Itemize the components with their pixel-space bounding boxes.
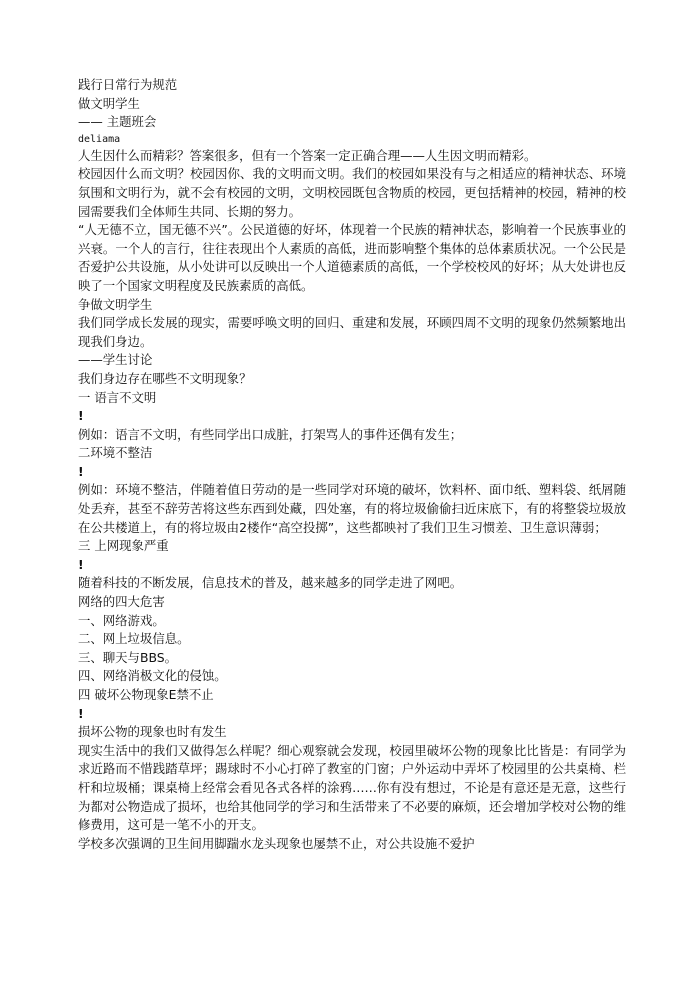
exclamation-mark: ! bbox=[78, 408, 84, 424]
list-item: 二、网上垃圾信息。 bbox=[78, 631, 190, 647]
theme-line: —— 主题班会 bbox=[78, 114, 157, 130]
item-heading-4: 四 破坏公物现象E禁不止 bbox=[78, 687, 214, 702]
paragraph-damage: 现实生活中的我们又做得怎么样呢？细心观察就会发现，校园里破坏公物的现象比比皆是：有同学为求近路而不惜践踏草坪；踢球时不小心打碎了教室的门窗；户外运动中弄坏了校园里的公共桌椅、栏杆和垃圾桶；课桌椅上经常会看见各式各样的涂鸦……你有没有想过，不论是有意还是无意，这些行为都对公物造成了损坏，也给其他同学的学习和生活带来了不必要的麻烦，还会增加学校对公物的维修费用，这可是一笔不小的开支。 bbox=[78, 742, 626, 833]
paragraph-campus: 校园因什么而文明？校园因你、我的文明而文明。我们的校园如果没有与之相适应的精神状态、环境氛围和文明行为，就不会有校园的文明，文明校园既包含物质的校园，更包括精神的校园，精神的校园需要我们全体师生共同、长期的努力。 bbox=[78, 166, 626, 219]
exclamation-mark: ! bbox=[78, 556, 84, 572]
paragraph-intro: 人生因什么而精彩？答案很多，但有一个答案一定正确合理——人生因文明而精彩。 bbox=[78, 147, 537, 163]
document-page bbox=[78, 76, 626, 853]
subtitle-line: 做文明学生 bbox=[78, 95, 140, 111]
author-line: deliama bbox=[78, 133, 121, 145]
subheading-damage: 损坏公物的现象也时有发生 bbox=[78, 724, 227, 740]
title-line: 践行日常行为规范 bbox=[78, 77, 178, 92]
list-item: 一、网络游戏。 bbox=[78, 612, 165, 628]
paragraph-reality: 我们同学成长发展的现实，需要呼唤文明的回归、重建和发展，环顾四周不文明的现象仍然频繁地出现我们身边。 bbox=[78, 315, 626, 349]
question-line: 我们身边存在哪些不文明现象？ bbox=[78, 370, 252, 386]
exclamation-mark: ! bbox=[78, 463, 84, 479]
list-item: 三、聊天与BBS。 bbox=[78, 649, 177, 665]
section-heading: 争做文明学生 bbox=[78, 296, 153, 312]
item-heading-2: 二环境不整洁 bbox=[78, 445, 153, 461]
discussion-line: ——学生讨论 bbox=[78, 352, 153, 368]
exclamation-mark: ! bbox=[78, 705, 84, 721]
paragraph-internet: 随着科技的不断发展，信息技术的普及，越来越多的同学走进了网吧。 bbox=[78, 575, 463, 591]
item-heading-3: 三 上网现象严重 bbox=[78, 538, 169, 554]
list-heading: 网络的四大危害 bbox=[78, 594, 165, 610]
paragraph-morality: “人无德不立，国无德不兴”。公民道德的好坏，体现着一个民族的精神状态，影响着一个民族事业的兴衰。一个人的言行，往往表现出个人素质的高低，进而影响整个集体的总体素质状况。一个公民是否爱护公共设施，从小处讲可以反映出一个人道德素质的高低，一个学校校风的好坏；从大处讲也反映了一个国家文明程度及民族素质的高低。 bbox=[78, 222, 626, 293]
example-1: 例如：语言不文明，有些同学出口成脏，打架骂人的事件还偶有发生； bbox=[78, 426, 463, 442]
example-2: 例如：环境不整洁，伴随着值日劳动的是一些同学对环境的破坏，饮料杯、面巾纸、塑料袋、纸屑随处丢弃，甚至不辞劳苦将这些东西到处藏，四处塞，有的将垃圾偷偷扫近床底下，有的将整袋垃圾放在公共楼道上，有的将垃圾由2楼作“高空投掷”，这些都映衬了我们卫生习惯差、卫生意识薄弱； bbox=[78, 482, 626, 535]
paragraph-faucet: 学校多次强调的卫生间用脚踹水龙头现象也屡禁不止，对公共设施不爱护 bbox=[78, 835, 475, 851]
item-heading-1: 一 语言不文明 bbox=[78, 389, 157, 405]
list-item: 四、网络消极文化的侵蚀。 bbox=[78, 668, 227, 684]
